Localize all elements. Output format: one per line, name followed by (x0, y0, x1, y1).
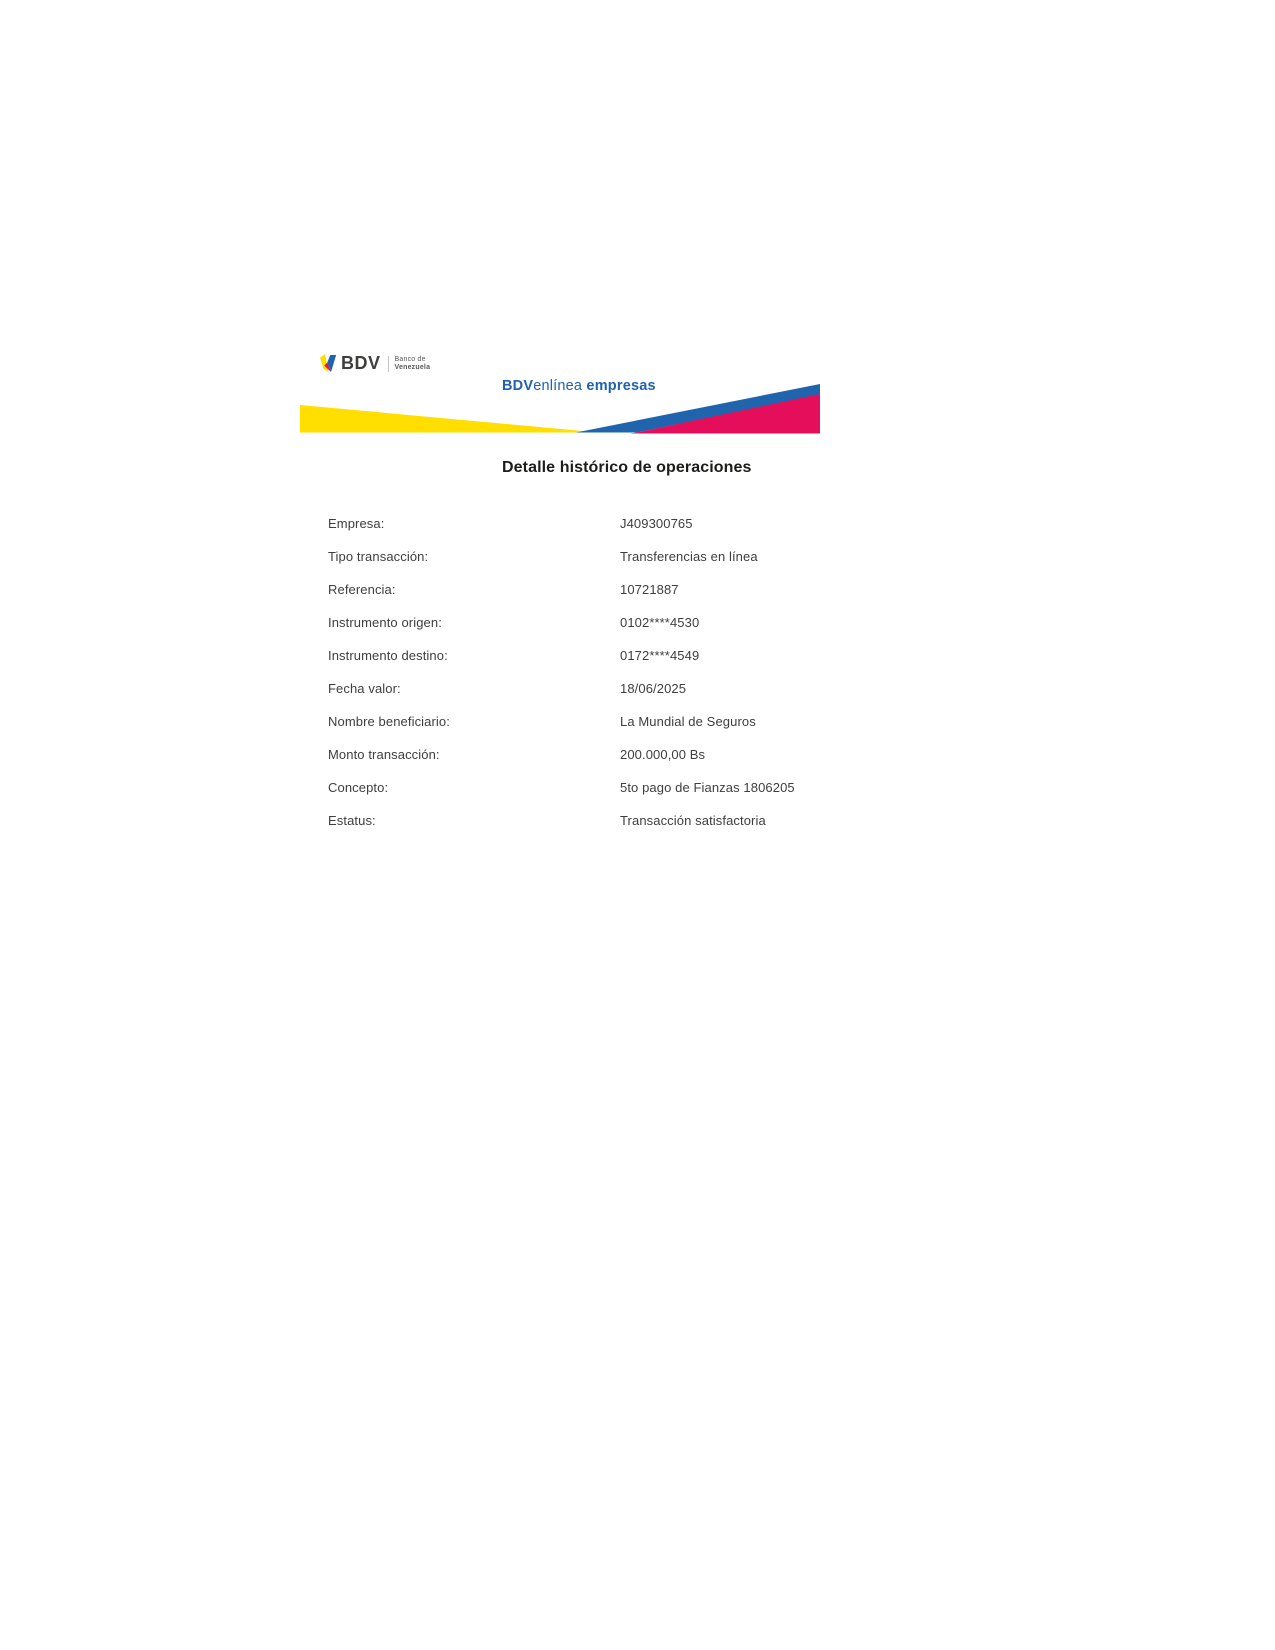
detail-row-fecha-valor (328, 681, 828, 714)
detail-row-tipo-transaccion (328, 549, 828, 582)
detail-label: Tipo transacción: (328, 549, 429, 564)
logo-bank-name (395, 356, 431, 372)
detail-label: Concepto: (328, 780, 389, 795)
detail-row-monto-transaccion (328, 747, 828, 780)
ribbon-icon (300, 384, 820, 434)
detail-label: Nombre beneficiario: (328, 714, 450, 729)
detail-value: 200.000,00 Bs (620, 747, 706, 762)
detail-row-referencia (328, 582, 828, 615)
detail-row-empresa (328, 516, 828, 549)
detail-value: 18/06/2025 (620, 681, 687, 696)
detail-value: 0172****4549 (620, 648, 700, 663)
detail-label: Instrumento origen: (328, 615, 442, 630)
brand-ribbon-banner (300, 384, 820, 434)
bdv-logo-mark-icon (320, 354, 337, 373)
detail-row-nombre-beneficiario (328, 714, 828, 747)
tagline-enlinea: enlínea (533, 378, 583, 394)
logo-bank-line2: Venezuela (394, 363, 431, 371)
detail-label: Monto transacción: (328, 747, 440, 762)
detail-row-concepto (328, 780, 828, 813)
logo-divider (388, 356, 389, 372)
detail-value: J409300765 (620, 516, 693, 531)
page-title: Detalle histórico de operaciones (502, 459, 752, 476)
detail-label: Empresa: (328, 516, 385, 531)
detail-value: 0102****4530 (620, 615, 700, 630)
detail-row-estatus (328, 813, 828, 846)
detail-label: Estatus: (328, 813, 376, 828)
transaction-details (328, 516, 828, 846)
detail-label: Fecha valor: (328, 681, 401, 696)
bdv-logo (320, 354, 430, 373)
detail-value: La Mundial de Seguros (620, 714, 756, 729)
detail-row-instrumento-destino (328, 648, 828, 681)
detail-value: Transferencias en línea (620, 549, 758, 564)
detail-label: Referencia: (328, 582, 396, 597)
detail-value: 5to pago de Fianzas 1806205 (620, 780, 795, 795)
detail-value: 10721887 (620, 582, 679, 597)
tagline-empresas: empresas (582, 378, 656, 394)
logo-bdv-text: BDV (341, 353, 381, 373)
detail-label: Instrumento destino: (328, 648, 448, 663)
detail-row-instrumento-origen (328, 615, 828, 648)
tagline-bdv: BDV (502, 378, 534, 394)
logo-bank-line1: Banco de (394, 355, 426, 363)
detail-value: Transacción satisfactoria (620, 813, 766, 828)
